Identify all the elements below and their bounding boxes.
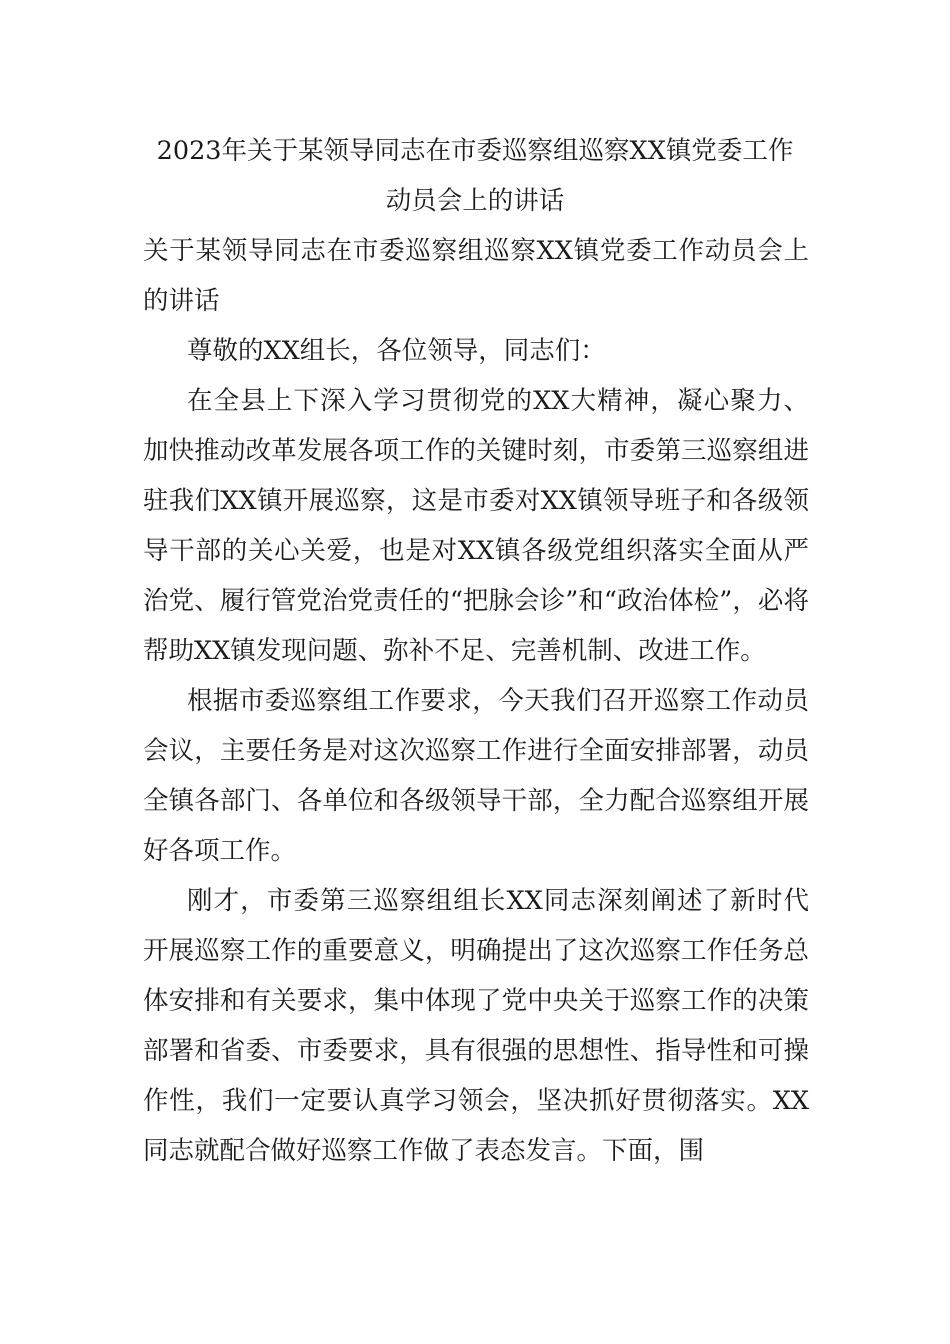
- body-paragraph: 根据市委巡察组工作要求，今天我们召开巡察工作动员会议，主要任务是对这次巡察工作进行全面安排部署，动员全镇各部门、各单位和各级领导干部，全力配合巡察组开展好各项工作。: [143, 686, 809, 866]
- body-paragraph: 在全县上下深入学习贯彻党的XX大精神，凝心聚力、加快推动改革发展各项工作的关键时刻，市委第三巡察组进驻我们XX镇开展巡察，这是市委对XX镇领导班子和各级领导干部的关心关爱，也是对XX镇各级党组织落实全面从严治党、履行管党治党责任的“把脉会诊”和“政治体检”，必将帮助XX镇发现问题、弥补不足、完善机制、改进工作。: [143, 386, 809, 666]
- document-title-line-1: 2023年关于某领导同志在市委巡察组巡察XX镇党委工作: [156, 136, 794, 166]
- document-body: [143, 226, 809, 1176]
- document-title-line-2: 动员会上的讲话: [385, 186, 565, 216]
- body-paragraph: 刚才，市委第三巡察组组长XX同志深刻阐述了新时代开展巡察工作的重要意义，明确提出了这次巡察工作任务总体安排和有关要求，集中体现了党中央关于巡察工作的决策部署和省委、市委要求，具有很强的思想性、指导性和可操作性，我们一定要认真学习领会，坚决抓好贯彻落实。XX同志就配合做好巡察工作做了表态发言。下面，围: [143, 886, 809, 1166]
- document-subtitle: 关于某领导同志在市委巡察组巡察XX镇党委工作动员会上的讲话: [143, 236, 809, 316]
- salutation-paragraph: 尊敬的XX组长，各位领导，同志们：: [187, 336, 606, 366]
